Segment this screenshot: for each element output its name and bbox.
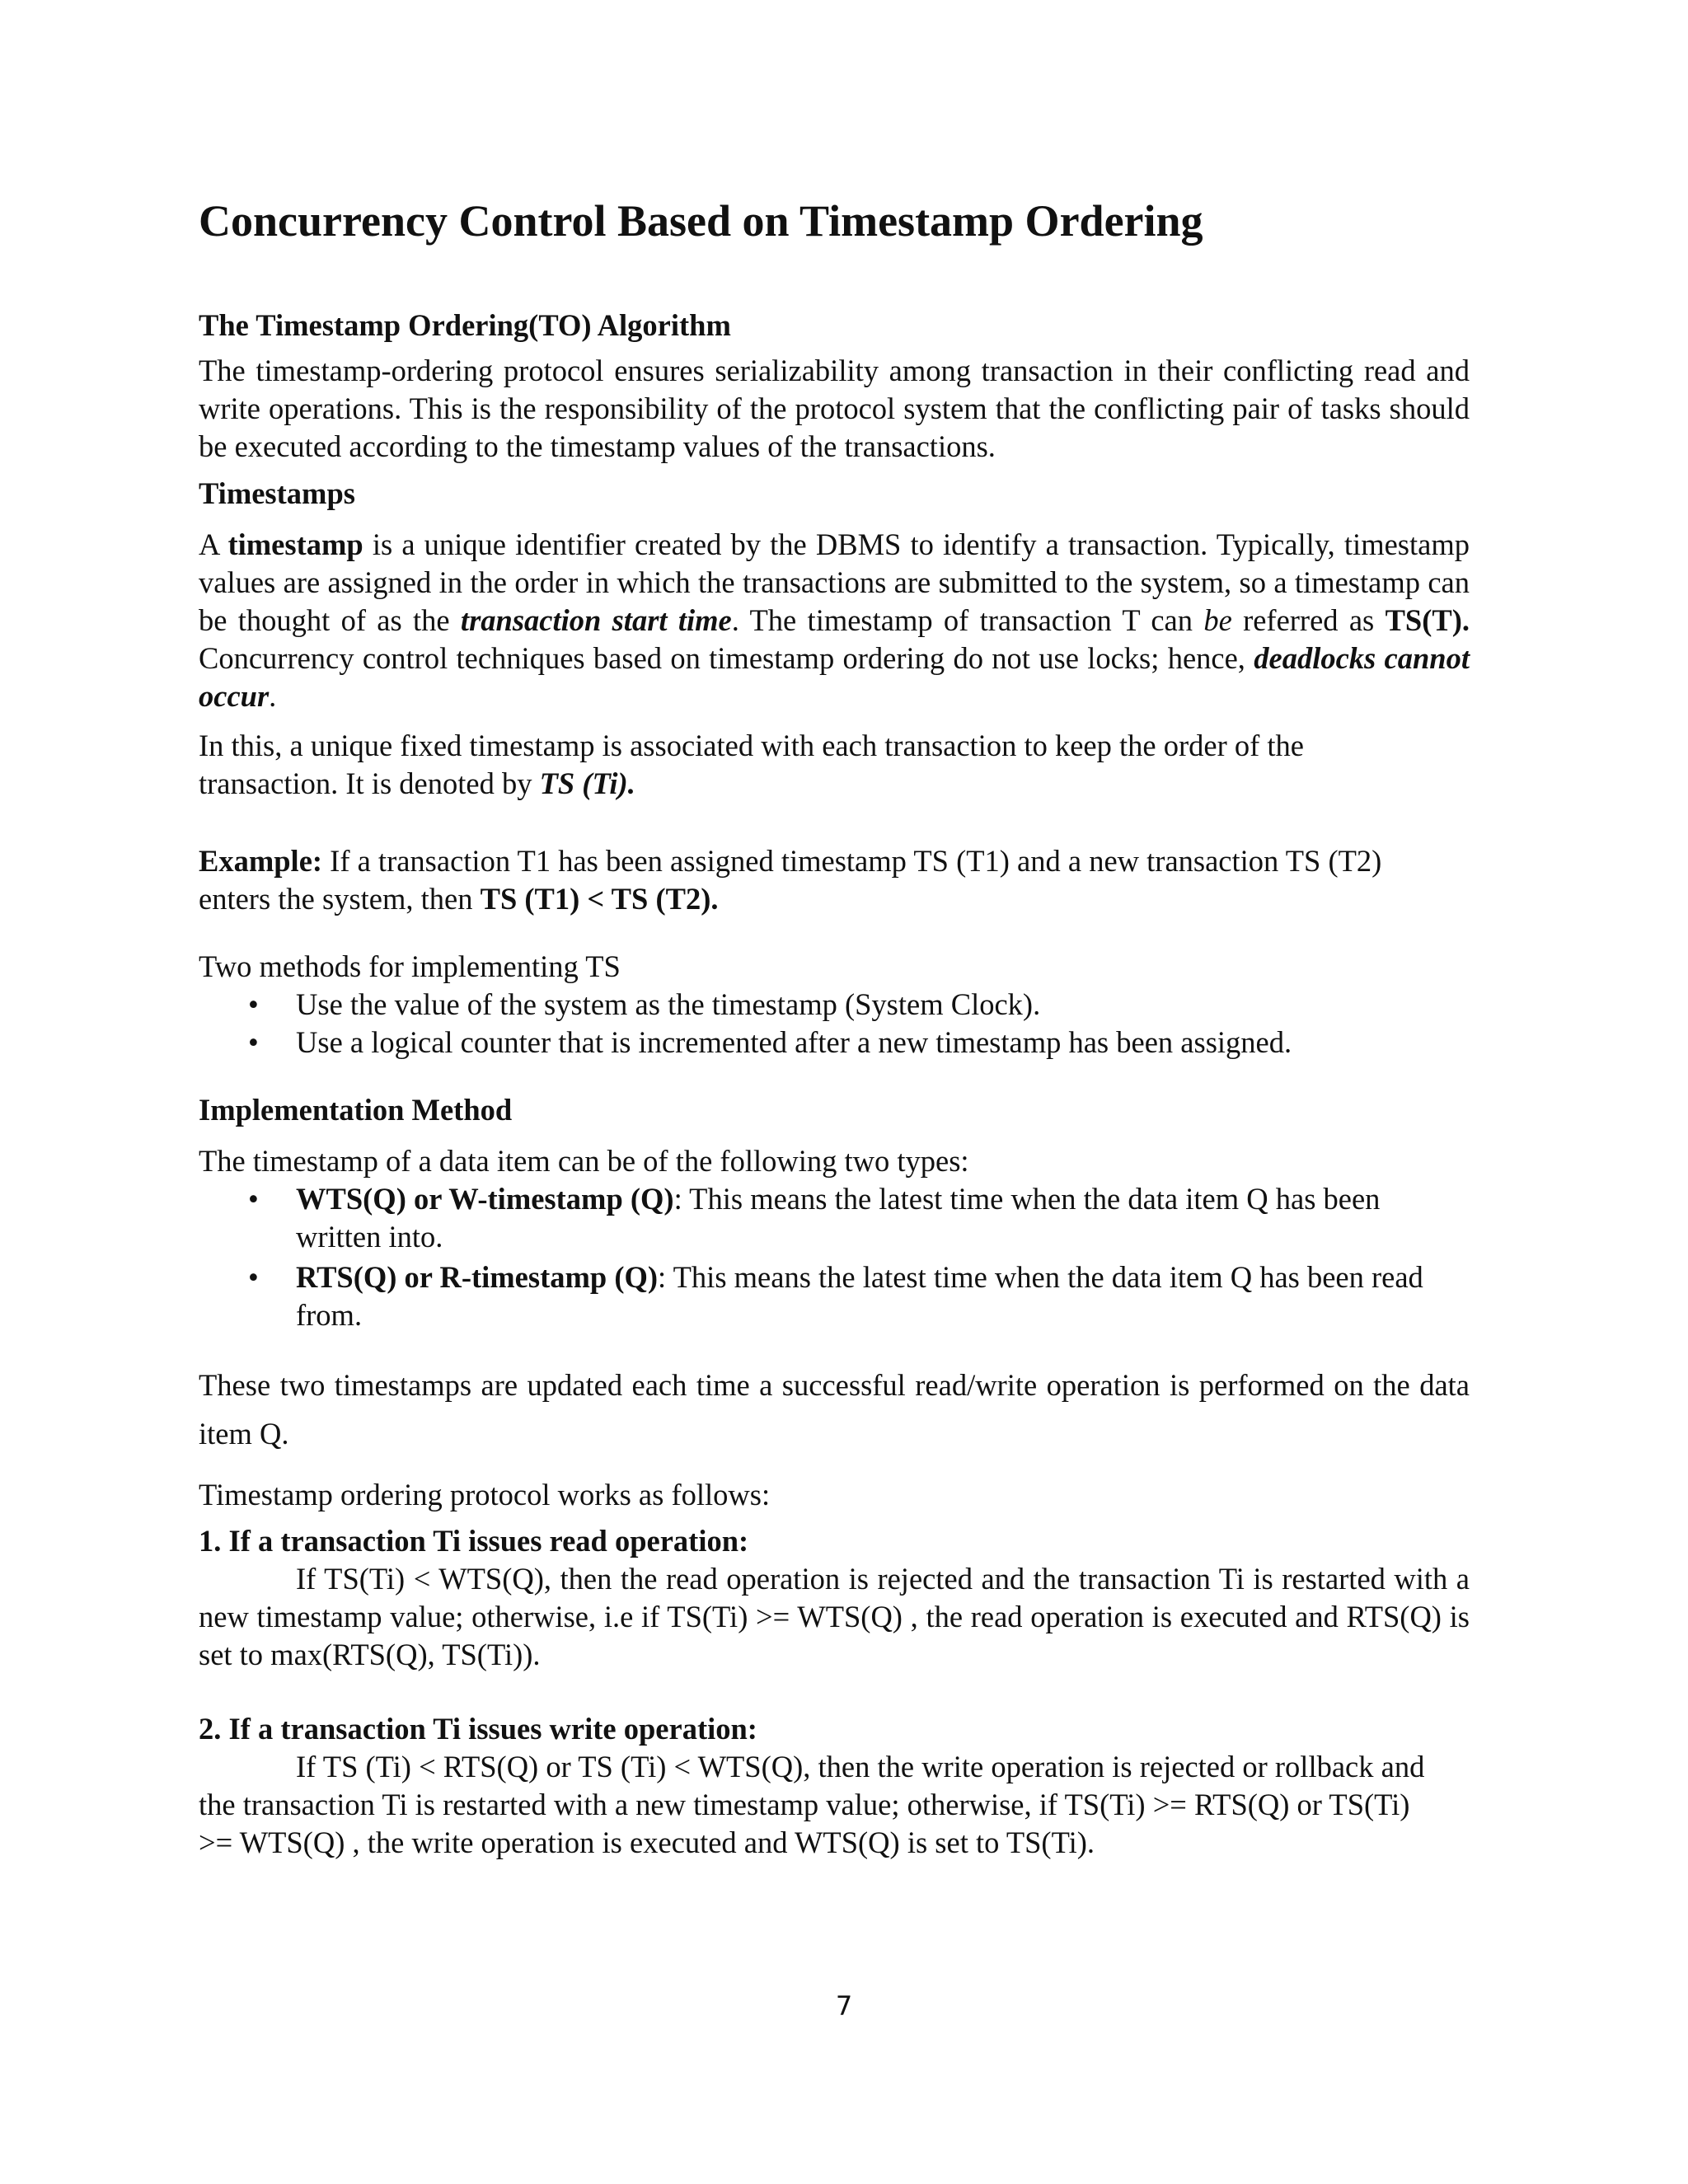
read-operation-paragraph: If TS(Ti) < WTS(Q), then the read operation is rejected and the transaction Ti is restarted with a new timestamp value; otherwise, i.e if TS(Ti) >= WTS(Q) , the read operation is executed and RTS(Q) is set to max(RTS(Q), TS(Ti)). [199,1562,1470,1671]
list-item [296,1180,1453,1256]
read-operation-heading: 1. If a transaction Ti issues read operation: [199,1524,749,1558]
text-run: If a transaction T1 has been assigned timestamp TS (T1) and a new transaction TS (T2) enters the system, then [199,844,1382,916]
section-heading-to-algorithm: The Timestamp Ordering(TO) Algorithm [199,308,731,342]
write-operation-heading: 2. If a transaction Ti issues write operation: [199,1712,757,1746]
page-content [199,307,1470,1862]
protocol-intro: Timestamp ordering protocol works as follows: [199,1478,771,1511]
text-run: : This means the latest time when the data item Q has been written into. [296,1182,1381,1254]
text-run: A [199,527,228,561]
term-wts: WTS(Q) or W-timestamp (Q) [296,1182,674,1216]
implementation-intro: The timestamp of a data item can be of the following two types: [199,1144,969,1178]
section-heading-implementation: Implementation Method [199,1093,513,1127]
list-item: • Use a logical counter that is incremented after a new timestamp has been assigned. [296,1024,1470,1062]
text-run: Concurrency control techniques based on timestamp ordering do not use locks; hence, [199,641,1254,675]
write-operation-paragraph: If TS (Ti) < RTS(Q) or TS (Ti) < WTS(Q), then the write operation is rejected or rollback and the transaction Ti is restarted with a new timestamp value; otherwise, if TS(Ti) >= RTS(Q) or TS(Ti) >= WTS(Q) , the write operation is executed and WTS(Q) is set to TS(Ti). [199,1750,1425,1859]
unique-timestamp-paragraph [199,727,1470,803]
text-run: In this, a unique fixed timestamp is associated with each transaction to keep the order of the transaction. It is denoted by [199,729,1304,800]
text-run-italic: be [1203,603,1232,637]
text-run: : This means the latest time when the data item Q has been read from. [296,1260,1423,1332]
timestamp-types-list [199,1180,1470,1334]
term-ts-ti: TS (Ti). [539,766,635,800]
section-heading-timestamps: Timestamps [199,476,355,510]
update-paragraph: These two timestamps are updated each time a successful read/write operation is performed on the data item Q. [199,1368,1470,1451]
to-algorithm-paragraph: The timestamp-ordering protocol ensures serializability among transaction in their conflicting read and write operations. This is the responsibility of the protocol system that the conflicting pair of tasks should be executed according to the timestamp values of the transactions. [199,354,1470,463]
text-run: referred as [1231,603,1386,637]
page-title: Concurrency Control Based on Timestamp Ordering [199,196,1203,246]
methods-intro: Two methods for implementing TS [199,949,621,983]
term-timestamp: timestamp [227,527,363,561]
page-number: 7 [835,1990,853,2022]
text-run: . The timestamp of transaction T can [731,603,1204,637]
methods-list [199,986,1470,1062]
text-run: . [269,679,277,713]
list-item [296,1258,1453,1334]
list-item: • Use the value of the system as the timestamp (System Clock). [296,986,1470,1024]
term-transaction-start-time: transaction start time [460,603,732,637]
term-ts-t: TS(T). [1385,603,1470,637]
example-label: Example: [199,844,323,878]
term-rts: RTS(Q) or R-timestamp (Q) [296,1260,659,1294]
term-deadlocks: deadlocks cannot occur [199,641,1470,713]
example-inequality: TS (T1) < TS (T2). [480,882,719,916]
text-run: is a unique identifier created by the DBMS to identify a transaction. Typically, timestamp values are assigned in the order in which the transactions are submitted to the system, so a timestamp can be thought of as the [199,527,1470,637]
timestamps-paragraph [199,526,1470,715]
example-paragraph [199,842,1470,918]
